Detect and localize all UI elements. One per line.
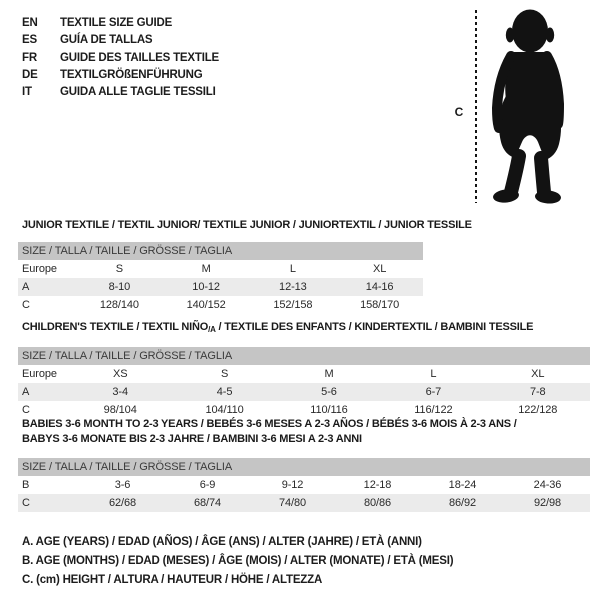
language-row bbox=[22, 84, 219, 101]
children-title-text: CHILDREN'S TEXTILE / TEXTIL NIÑO bbox=[22, 321, 209, 333]
table-cell: 18-24 bbox=[448, 479, 477, 491]
size-header: SIZE / TALLA / TAILLE / GRÖSSE / TAGLIA bbox=[18, 242, 423, 260]
language-list bbox=[22, 15, 219, 101]
table-cell: 10-12 bbox=[192, 281, 220, 293]
language-row bbox=[22, 67, 219, 84]
language-title: GUÍA DE TALLAS bbox=[60, 34, 153, 47]
language-row bbox=[22, 15, 219, 32]
legend-note-c: C. (cm) HEIGHT / ALTURA / HAUTEUR / HÖHE / ALTEZZA bbox=[22, 574, 323, 587]
language-code: IT bbox=[22, 86, 32, 99]
babies-size-table bbox=[18, 458, 590, 512]
table-cell: 12-13 bbox=[279, 281, 307, 293]
language-title: GUIDA ALLE TAGLIE TESSILI bbox=[60, 86, 216, 99]
table-cell: 24-36 bbox=[533, 479, 562, 491]
table-cell: 6-7 bbox=[425, 386, 442, 398]
table-cell: 122/128 bbox=[518, 404, 558, 416]
size-header-row bbox=[18, 242, 423, 260]
row-label: Europe bbox=[22, 368, 57, 380]
children-title-subscript: /A bbox=[208, 325, 216, 334]
children-title-text: / TEXTILE DES ENFANTS / KINDERTEXTIL / BAMBINI TESSILE bbox=[215, 321, 534, 333]
table-cell: 3-4 bbox=[112, 386, 128, 398]
table-cell: M bbox=[201, 263, 211, 275]
table-cell: 3-6 bbox=[114, 479, 131, 491]
language-row bbox=[22, 32, 219, 49]
table-cell: 98/104 bbox=[103, 404, 137, 416]
table-cell: 68/74 bbox=[193, 497, 222, 509]
table-cell: 152/158 bbox=[273, 299, 313, 311]
language-title: TEXTILE SIZE GUIDE bbox=[60, 17, 173, 29]
size-header-row bbox=[18, 458, 590, 476]
toddler-silhouette-icon bbox=[483, 8, 571, 204]
table-cell: 80/86 bbox=[363, 497, 392, 509]
table-row bbox=[18, 278, 423, 296]
table-cell: XS bbox=[112, 368, 128, 380]
row-label: C bbox=[22, 299, 30, 311]
language-code: EN bbox=[22, 17, 38, 29]
table-row bbox=[18, 296, 423, 314]
size-header: SIZE / TALLA / TAILLE / GRÖSSE / TAGLIA bbox=[18, 347, 590, 365]
table-cell: XL bbox=[531, 368, 545, 380]
babies-title-line-1: BABIES 3-6 MONTH TO 2-3 YEARS / BEBÉS 3-6 MESES A 2-3 AÑOS / BÉBÉS 3-6 MOIS À 2-3 ANS / bbox=[22, 418, 517, 430]
table-cell: 4-5 bbox=[216, 386, 233, 398]
table-cell: 14-16 bbox=[365, 281, 394, 293]
language-title: GUIDE DES TAILLES TEXTILE bbox=[60, 51, 219, 64]
table-cell: 74/80 bbox=[278, 497, 307, 509]
table-cell: L bbox=[289, 263, 296, 275]
table-cell: 86/92 bbox=[448, 497, 477, 509]
table-cell: 104/110 bbox=[205, 404, 244, 416]
children-size-table bbox=[18, 347, 590, 419]
language-code: ES bbox=[22, 34, 37, 47]
language-row bbox=[22, 50, 219, 67]
table-cell: 7-8 bbox=[529, 386, 546, 398]
row-label: C bbox=[22, 497, 30, 509]
table-cell: S bbox=[220, 368, 229, 380]
table-cell: 110/116 bbox=[310, 404, 348, 416]
row-label: A bbox=[22, 281, 30, 293]
table-row bbox=[18, 260, 423, 278]
table-cell: 116/122 bbox=[414, 404, 453, 416]
table-cell: XL bbox=[372, 263, 387, 275]
babies-title-line-2: BABYS 3-6 MONATE BIS 2-3 JAHRE / BAMBINI 3-6 MESI A 2-3 ANNI bbox=[22, 433, 362, 445]
table-cell: S bbox=[115, 263, 123, 275]
babies-table-title bbox=[22, 417, 517, 447]
table-cell: 8-10 bbox=[108, 281, 131, 293]
legend-note-b: B. AGE (MONTHS) / EDAD (MESES) / ÂGE (MOIS) / ALTER (MONATE) / ETÀ (MESI) bbox=[22, 555, 454, 568]
table-cell: 92/98 bbox=[533, 497, 562, 509]
size-header-row bbox=[18, 347, 590, 365]
table-cell: M bbox=[324, 368, 334, 380]
table-cell: 6-9 bbox=[199, 479, 216, 491]
row-label: Europe bbox=[22, 263, 57, 275]
language-code: DE bbox=[22, 68, 38, 81]
junior-table-title: JUNIOR TEXTILE / TEXTIL JUNIOR/ TEXTILE JUNIOR / JUNIORTEXTIL / JUNIOR TESSILE bbox=[22, 219, 472, 231]
row-label: C bbox=[22, 404, 30, 416]
junior-size-table bbox=[18, 242, 423, 314]
table-cell: 9-12 bbox=[281, 479, 304, 491]
children-table-title bbox=[22, 321, 533, 334]
table-row bbox=[18, 365, 590, 383]
table-row bbox=[18, 383, 590, 401]
table-cell: 128/140 bbox=[99, 299, 139, 311]
row-label: A bbox=[22, 386, 30, 398]
table-cell: 5-6 bbox=[321, 386, 337, 398]
table-cell: 62/68 bbox=[108, 497, 137, 509]
height-measure-dashed-line bbox=[475, 10, 477, 203]
size-header: SIZE / TALLA / TAILLE / GRÖSSE / TAGLIA bbox=[18, 458, 590, 476]
table-cell: 12-18 bbox=[363, 479, 392, 491]
legend-note-a: A. AGE (YEARS) / EDAD (AÑOS) / ÂGE (ANS) / ALTER (JAHRE) / ETÀ (ANNI) bbox=[22, 536, 422, 548]
table-row bbox=[18, 476, 590, 494]
table-cell: 158/170 bbox=[360, 299, 400, 311]
table-cell: L bbox=[430, 368, 437, 380]
row-label: B bbox=[22, 479, 30, 491]
language-title: TEXTILGRÖßENFÜHRUNG bbox=[60, 68, 203, 81]
legend-notes bbox=[22, 533, 453, 591]
table-row bbox=[18, 494, 590, 512]
height-measure-label: C bbox=[454, 105, 464, 119]
table-cell: 140/152 bbox=[186, 299, 226, 311]
language-code: FR bbox=[22, 51, 37, 64]
